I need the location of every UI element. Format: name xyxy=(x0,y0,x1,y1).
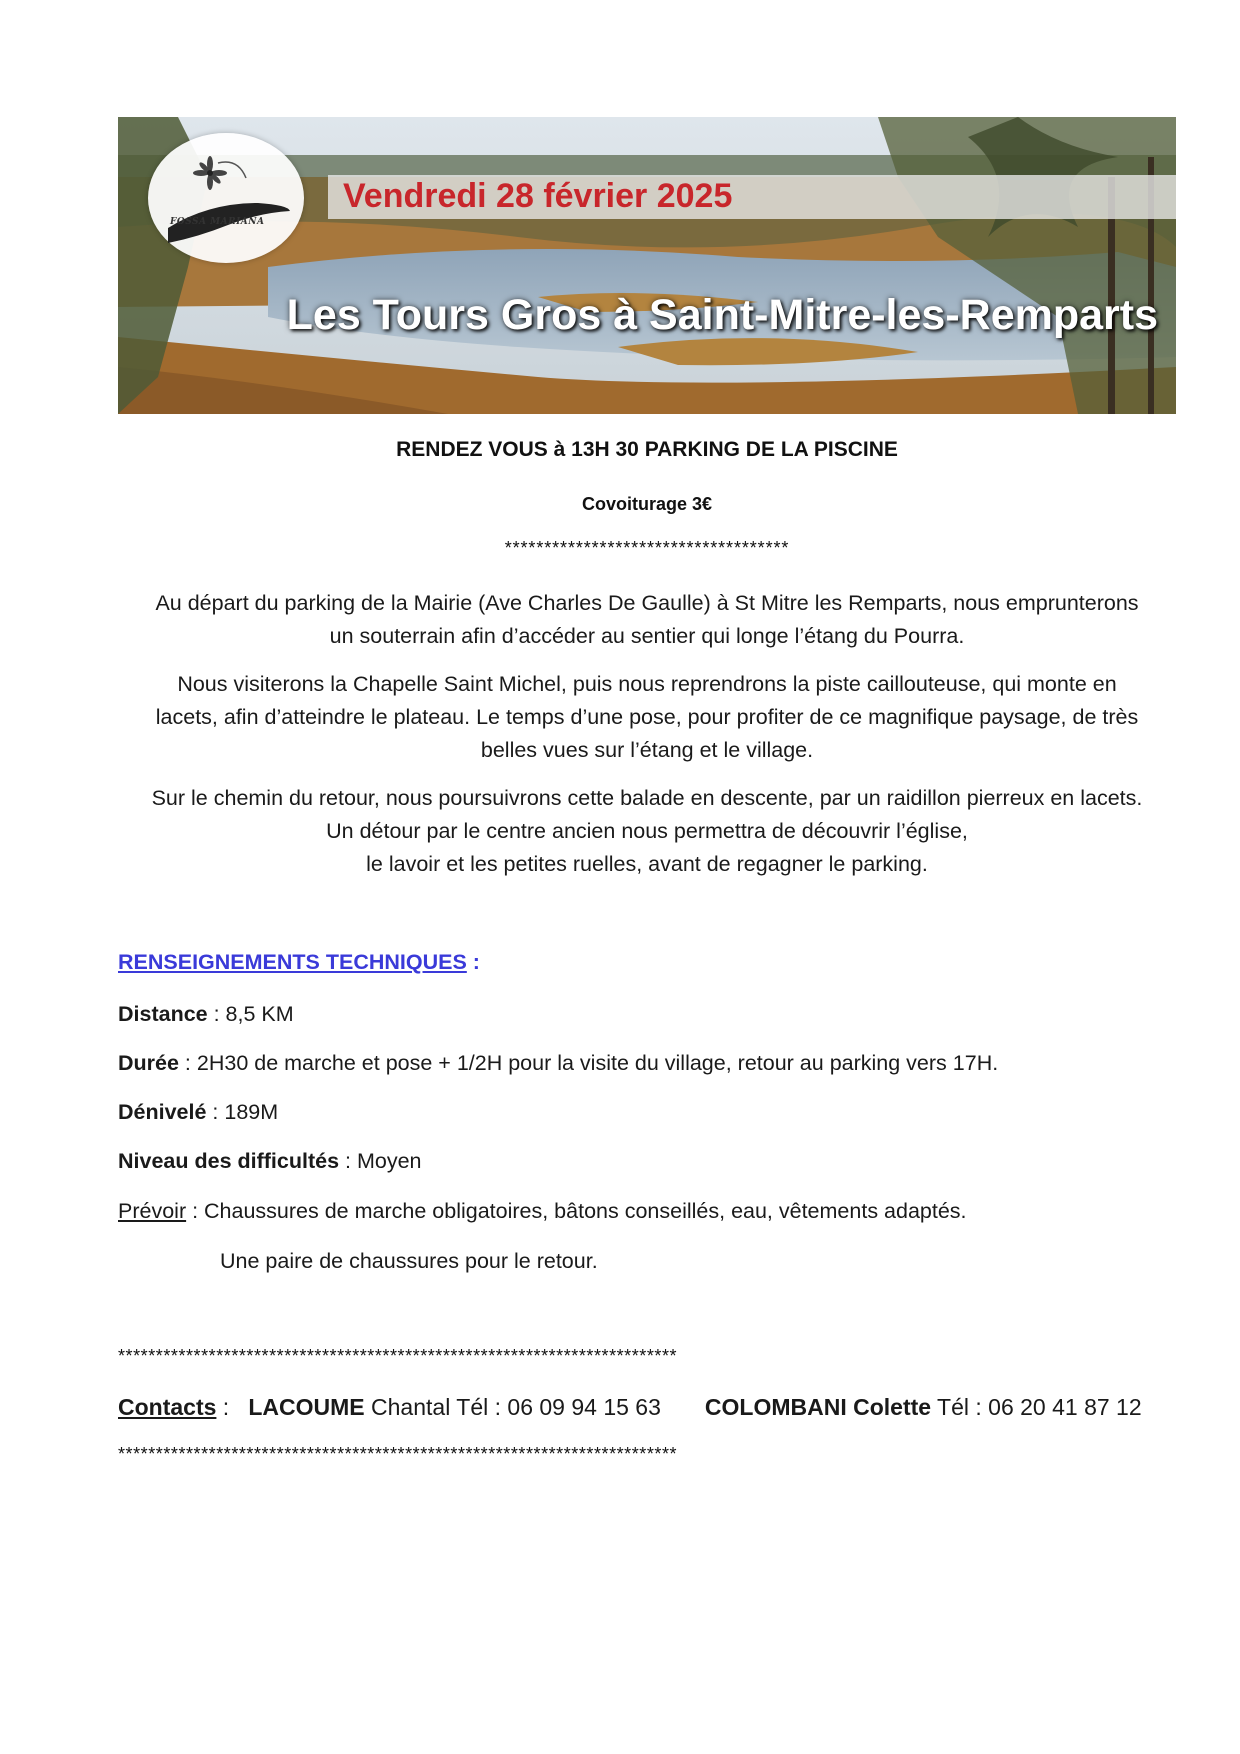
elevation-value: : 189M xyxy=(206,1100,279,1124)
event-date: Vendredi 28 février 2025 xyxy=(343,177,733,215)
separator-stars-top: ************************************************************************** xyxy=(118,1346,678,1366)
contacts-row xyxy=(118,1394,1142,1421)
text-line: Un détour par le centre ancien nous permettra de découvrir l’église, xyxy=(326,819,968,843)
text-line: Nous visiterons la Chapelle Saint Michel, puis nous reprendrons la piste caillouteuse, qui monte en xyxy=(177,672,1117,696)
carpool-price: Covoiturage 3€ xyxy=(581,494,713,514)
logo-fossa-mariana xyxy=(148,133,304,263)
contact-2-name: COLOMBANI Colette xyxy=(704,1394,932,1420)
equipment-row xyxy=(118,1199,967,1224)
separator-stars-bottom: ************************************************************************** xyxy=(118,1444,678,1464)
equipment-label: Prévoir xyxy=(118,1199,187,1223)
text-line: le lavoir et les petites ruelles, avant de regagner le parking. xyxy=(366,852,928,876)
distance-value: : 8,5 KM xyxy=(207,1002,294,1026)
distance-row xyxy=(118,1002,294,1027)
contact-2-phone: Tél : 06 20 41 87 12 xyxy=(931,1394,1142,1420)
text-line: lacets, afin d’atteindre le plateau. Le temps d’une pose, pour profiter de ce magnifique paysage, de très xyxy=(155,705,1139,729)
technical-heading xyxy=(118,950,480,975)
difficulty-value: : Moyen xyxy=(339,1149,422,1173)
difficulty-row xyxy=(118,1149,422,1174)
heading-suffix: : xyxy=(466,950,480,974)
text-line: Sur le chemin du retour, nous poursuivrons cette balade en descente, par un raidillon pierreux en lacets. xyxy=(151,786,1143,810)
banner-title: Les Tours Gros à Saint-Mitre-les-Remparts xyxy=(286,291,1158,339)
elevation-row xyxy=(118,1100,278,1125)
meeting-point: RENDEZ VOUS à 13H 30 PARKING DE LA PISCINE xyxy=(396,438,898,461)
equipment-value: : Chaussures de marche obligatoires, bâtons conseillés, eau, vêtements adaptés. xyxy=(186,1199,967,1223)
text-line: belles vues sur l’étang et le village. xyxy=(480,738,814,762)
contact-1-phone: Chantal Tél : 06 09 94 15 63 xyxy=(364,1394,661,1420)
contacts-label: Contacts xyxy=(118,1394,217,1420)
duration-value: : 2H30 de marche et pose + 1/2H pour la visite du village, retour au parking vers 17H. xyxy=(178,1051,999,1075)
description-paragraph-3 xyxy=(118,782,1176,881)
equipment-extra: Une paire de chaussures pour le retour. xyxy=(220,1249,598,1273)
contact-1-name: LACOUME xyxy=(248,1394,365,1420)
text-line: un souterrain afin d’accéder au sentier qui longe l’étang du Pourra. xyxy=(329,624,965,648)
logo-text: FOSSA MARIANA xyxy=(170,217,265,227)
description-paragraph-2 xyxy=(118,668,1176,767)
technical-heading-text: RENSEIGNEMENTS TECHNIQUES xyxy=(118,950,467,974)
separator-stars: ************************************ xyxy=(504,538,790,558)
description-paragraph-1 xyxy=(118,587,1176,653)
flower-logo-icon xyxy=(148,133,304,263)
duration-label: Durée xyxy=(118,1051,179,1075)
header-banner xyxy=(118,117,1176,414)
text-line: Au départ du parking de la Mairie (Ave Charles De Gaulle) à St Mitre les Remparts, nous emprunterons xyxy=(155,591,1139,615)
difficulty-label: Niveau des difficultés xyxy=(118,1149,340,1173)
contacts-sep: : xyxy=(216,1394,249,1420)
distance-label: Distance xyxy=(118,1002,208,1026)
duration-row xyxy=(118,1051,998,1076)
elevation-label: Dénivelé xyxy=(118,1100,207,1124)
